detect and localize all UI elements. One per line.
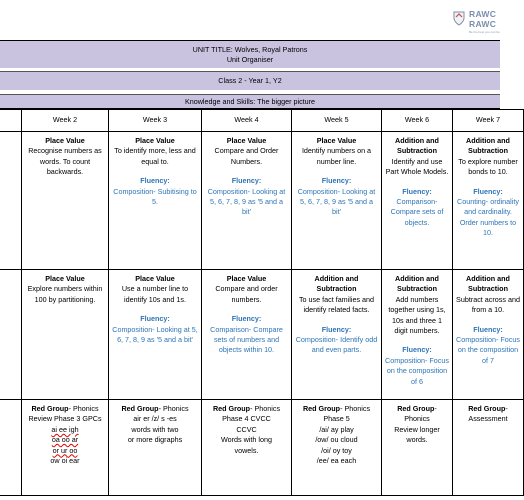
fluency-label: Fluency:	[321, 324, 352, 334]
phonics-line: words with two	[131, 424, 179, 434]
class-line: Class 2 - Year 1, Y2	[218, 76, 282, 85]
phonics-line: words.	[406, 435, 428, 445]
table-cell	[382, 132, 453, 270]
cell-title: Red Group- Phonics	[121, 404, 189, 413]
cell-text: To identify more, less and equal to.	[114, 146, 196, 166]
cell-title: Addition and Subtraction	[314, 274, 359, 294]
table-cell	[22, 270, 109, 400]
cell-text: Identify and use Part Whole Models.	[385, 156, 449, 177]
knowledge-skills-line: Knowledge and Skills: The bigger picture	[184, 97, 316, 106]
phonics-line: /ee/ ea each	[316, 456, 357, 466]
cell-text: To use fact families and identify related facts.	[298, 294, 375, 315]
table-cell	[453, 400, 524, 496]
phonics-line: ai ee igh	[51, 424, 79, 434]
fluency-label: Fluency:	[473, 186, 503, 196]
table-cell	[202, 270, 292, 400]
table-cell	[382, 270, 453, 400]
fluency-text: Composition- Identify odd and even parts.	[295, 335, 378, 355]
fluency-label: Fluency:	[402, 186, 432, 196]
cell-text: Recognise numbers as words. To count backwards.	[28, 146, 102, 177]
table-cell	[109, 132, 202, 270]
cell-title: Addition and Subtraction	[395, 136, 439, 156]
fluency-text: Composition- Looking at 5, 6, 7, 8, 9 as '5 and a bit'	[297, 186, 376, 217]
cell-title: Red Group- Assessment	[468, 404, 508, 424]
phonics-line: Words with long	[220, 435, 272, 445]
knowledge-skills-band	[0, 94, 500, 109]
fluency-text: Composition- Looking at 5, 6, 7, 8, 9 as '5 and a bit'	[207, 186, 286, 217]
cell-text: Use a number line to identify 10s and 1s.	[121, 284, 189, 304]
cell-title: Red Group- Phonics	[397, 404, 437, 424]
cell-text: Subtract across and from a 10.	[456, 294, 520, 315]
unit-title: UNIT TITLE: Wolves, Royal Patrons	[192, 45, 308, 54]
phonics-line: or ur oo	[52, 445, 78, 455]
week-header: Week 3	[109, 110, 202, 132]
week-header: Week 7	[453, 110, 524, 132]
cell-text: Explore numbers within 100 by partitioning.	[27, 284, 103, 304]
year1-maths-row	[0, 132, 524, 270]
table-cell	[292, 270, 382, 400]
cell-text: Compare and order numbers.	[215, 284, 278, 304]
phonics-line: Review Phase 3 GPCs	[28, 414, 102, 424]
cell-title: Addition and Subtraction	[466, 274, 510, 294]
table-cell	[0, 132, 22, 270]
fluency-text: Composition- Focus on the composition of 6	[385, 355, 449, 386]
cell-title: Red Group- Phonics	[302, 404, 371, 413]
logo-tagline: Be the best you can be	[469, 30, 500, 34]
class-band	[0, 71, 500, 90]
crest-icon	[451, 10, 467, 26]
cell-title: Place Value	[226, 136, 267, 145]
fluency-label: Fluency:	[231, 176, 262, 186]
cell-title: Addition and Subtraction	[395, 274, 439, 294]
cell-text: Identify numbers on a number line.	[301, 146, 372, 166]
phonics-line: air er /z/ s -es	[133, 414, 177, 424]
cell-title: Place Value	[316, 136, 357, 145]
fluency-label: Fluency:	[231, 314, 262, 324]
phonics-line: oa oo ar	[51, 435, 79, 445]
cell-title: Place Value	[135, 136, 175, 145]
phonics-line: Phase 5	[323, 414, 350, 424]
fluency-text: Counting- ordinality and cardinality. Order numbers to 10.	[457, 197, 519, 238]
phonics-row	[0, 400, 524, 496]
phonics-line: /oi/ oy toy	[321, 445, 352, 455]
fluency-text: Comparison- Compare sets of objects.	[390, 197, 444, 227]
table-cell	[109, 400, 202, 496]
fluency-label: Fluency:	[321, 176, 352, 186]
week-header: Week 6	[382, 110, 453, 132]
fluency-label: Fluency:	[402, 345, 432, 355]
table-cell	[202, 400, 292, 496]
fluency-text: Composition- Focus on the composition of 7	[456, 335, 520, 365]
cell-title: Place Value	[135, 274, 175, 283]
cell-title: Place Value	[226, 274, 267, 283]
table-cell	[0, 270, 22, 400]
table-cell	[0, 400, 22, 496]
fluency-label: Fluency:	[140, 176, 170, 186]
cell-title: Place Value	[45, 136, 85, 145]
year2-maths-row	[0, 270, 524, 400]
fluency-label: Fluency:	[473, 324, 503, 334]
unit-title-band	[0, 40, 500, 68]
table-cell	[22, 132, 109, 270]
cell-text: Add numbers together using 1s, 10s and three 1 digit numbers.	[388, 294, 446, 336]
phonics-line: Phase 4 CVCC	[222, 414, 271, 424]
cell-title: Addition and Subtraction	[466, 136, 510, 156]
table-cell	[109, 270, 202, 400]
phonics-line: /ai/ ay play	[319, 424, 354, 434]
table-cell	[453, 132, 524, 270]
cell-title: Red Group- Phonics	[31, 404, 99, 413]
cell-text: Compare and Order Numbers.	[214, 146, 279, 166]
table-cell	[292, 132, 382, 270]
table-cell	[22, 400, 109, 496]
week-header: Week 2	[22, 110, 109, 132]
phonics-line: Review longer	[394, 424, 440, 434]
phonics-line: CCVC	[236, 424, 257, 434]
week-header: Week 5	[292, 110, 382, 132]
week-header: Week 4	[202, 110, 292, 132]
school-logo	[451, 7, 503, 33]
unit-subtitle: Unit Organiser	[226, 55, 274, 64]
phonics-line: /ow/ ou cloud	[315, 435, 358, 445]
fluency-text: Composition- Subitising to 5.	[113, 186, 197, 207]
cell-title: Red Group- Phonics	[212, 404, 281, 413]
cell-title: Place Value	[45, 274, 85, 283]
week-header	[0, 110, 22, 132]
phonics-line: or more digraphs	[127, 435, 183, 445]
fluency-text: Comparison- Compare sets of numbers and objects within 10.	[210, 324, 283, 355]
table-cell	[202, 132, 292, 270]
table-cell	[453, 270, 524, 400]
phonics-line: ow oi ear	[50, 456, 80, 466]
table-cell	[382, 400, 453, 496]
table-cell	[292, 400, 382, 496]
fluency-text: Composition- Looking at 5, 6, 7, 8, 9 as '5 and a bit'	[112, 324, 198, 345]
cell-text: To explore number bonds to 10.	[458, 156, 518, 177]
logo-text-1: RAWC	[469, 9, 497, 19]
week-header-row	[0, 110, 524, 132]
logo-text-2: RAWC	[469, 19, 497, 29]
unit-organiser-table	[0, 109, 524, 496]
fluency-label: Fluency:	[140, 314, 170, 324]
phonics-line: vowels.	[234, 445, 259, 455]
